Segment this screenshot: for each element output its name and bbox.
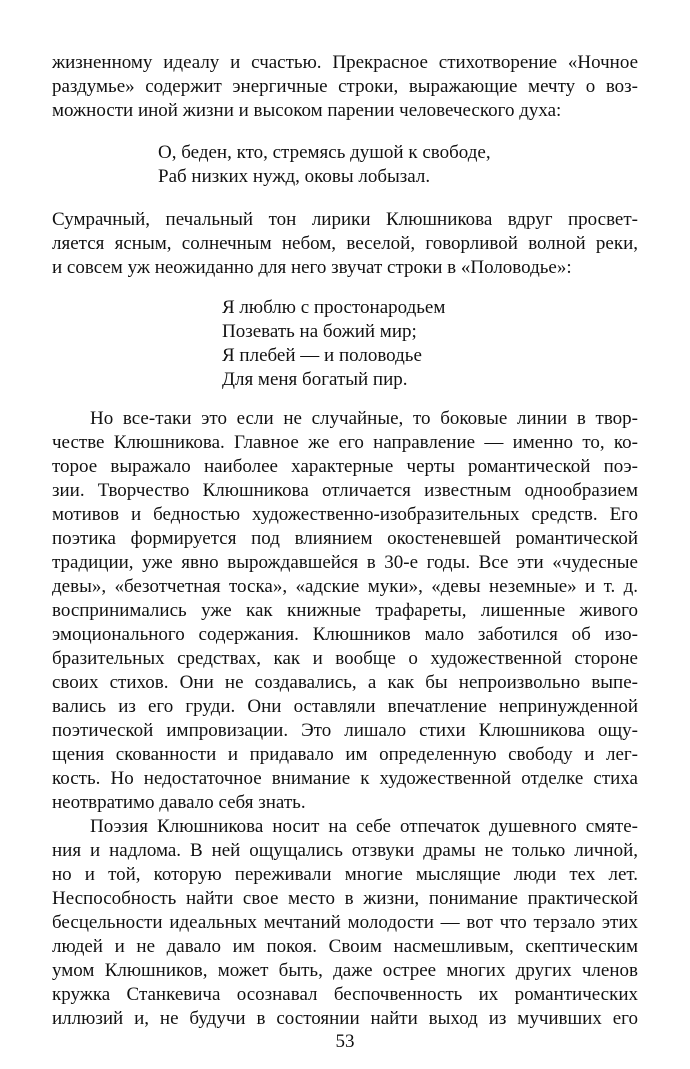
text-line: своих стихов. Они не создавались, а как бы непроизвольно выпе-	[52, 672, 638, 693]
text-line: Сумрачный, печальный тон лирики Клюшникова вдруг просвет-	[52, 209, 638, 230]
verse-line: Позевать на божий мир;	[222, 321, 417, 342]
text-line: и совсем уж неожиданно для него звучат строки в «Половодье»:	[52, 257, 572, 278]
text-line: раздумье» содержит энергичные строки, выражающие мечту о воз-	[52, 76, 638, 97]
verse-line: Я люблю с простонародьем	[222, 297, 446, 318]
text-line: эмоционального содержания. Клюшников мало заботился об изо-	[52, 624, 638, 645]
text-line: поэтической импровизации. Это лишало стихи Клюшникова ощу-	[52, 720, 638, 741]
text-line: зии. Творчество Клюшникова отличается известным однообразием	[52, 480, 638, 501]
text-line: мотивов и бедностью художественно-изобразительных средств. Его	[52, 504, 638, 525]
verse-line: Раб низких нужд, оковы лобызал.	[158, 166, 431, 187]
text-line: можности иной жизни и высоком парении человеческого духа:	[52, 100, 562, 121]
text-line: иллюзий и, не будучи в состоянии найти выход из мучивших его	[52, 1008, 638, 1029]
text-line: честве Клюшникова. Главное же его направление — именно то, ко-	[52, 432, 638, 453]
text-line: неотвратимо давало себя знать.	[52, 792, 306, 813]
text-line: Неспособность найти свое место в жизни, понимание практической	[52, 888, 638, 909]
text-line: Поэзия Клюшникова носит на себе отпечаток душевного смяте-	[90, 816, 638, 837]
text-line: девы», «безотчетная тоска», «адские муки», «девы неземные» и т. д.	[52, 576, 638, 597]
text-line: умом Клюшников, может быть, даже острее многих других членов	[52, 960, 638, 981]
text-line: но и той, которую переживали многие мыслящие люди тех лет.	[52, 864, 638, 885]
text-line: кость. Но недостаточное внимание к художественной отделке стиха	[52, 768, 638, 789]
text-line: бразительных средствах, как и вообще о художественной стороне	[52, 648, 638, 669]
text-line: бесцельности идеальных мечтаний молодости — вот что терзало этих	[52, 912, 638, 933]
text-line: ляется ясным, солнечным небом, веселой, говорливой волной реки,	[52, 233, 638, 254]
text-line: поэтика формируется под влиянием окостеневшей романтической	[52, 528, 638, 549]
text-line: вались из его груди. Они оставляли впечатление непринужденной	[52, 696, 638, 717]
text-line: жизненному идеалу и счастью. Прекрасное стихотворение «Ночное	[52, 52, 638, 73]
text-line: щения скованности и придавало им определенную свободу и лег-	[52, 744, 638, 765]
verse-line: О, беден, кто, стремясь душой к свободе,	[158, 142, 491, 163]
text-line: людей и не давало им покоя. Своим насмешливым, скептическим	[52, 936, 638, 957]
verse-line: Для меня богатый пир.	[222, 369, 408, 390]
page-number: 53	[335, 1031, 355, 1052]
text-line: Но все-таки это если не случайные, то боковые линии в твор-	[90, 408, 638, 429]
text-line: кружка Станкевича осознавал беспочвенность их романтических	[52, 984, 638, 1005]
text-line: традиции, уже явно вырождавшейся в 30-е годы. Все эти «чудесные	[52, 552, 638, 573]
text-line: торое выражало наиболее характерные черты романтической поэ-	[52, 456, 638, 477]
verse-line: Я плебей — и половодье	[222, 345, 422, 366]
text-line: ния и надлома. В ней ощущались отзвуки драмы не только личной,	[52, 840, 638, 861]
text-line: воспринимались уже как книжные трафареты, лишенные живого	[52, 600, 638, 621]
